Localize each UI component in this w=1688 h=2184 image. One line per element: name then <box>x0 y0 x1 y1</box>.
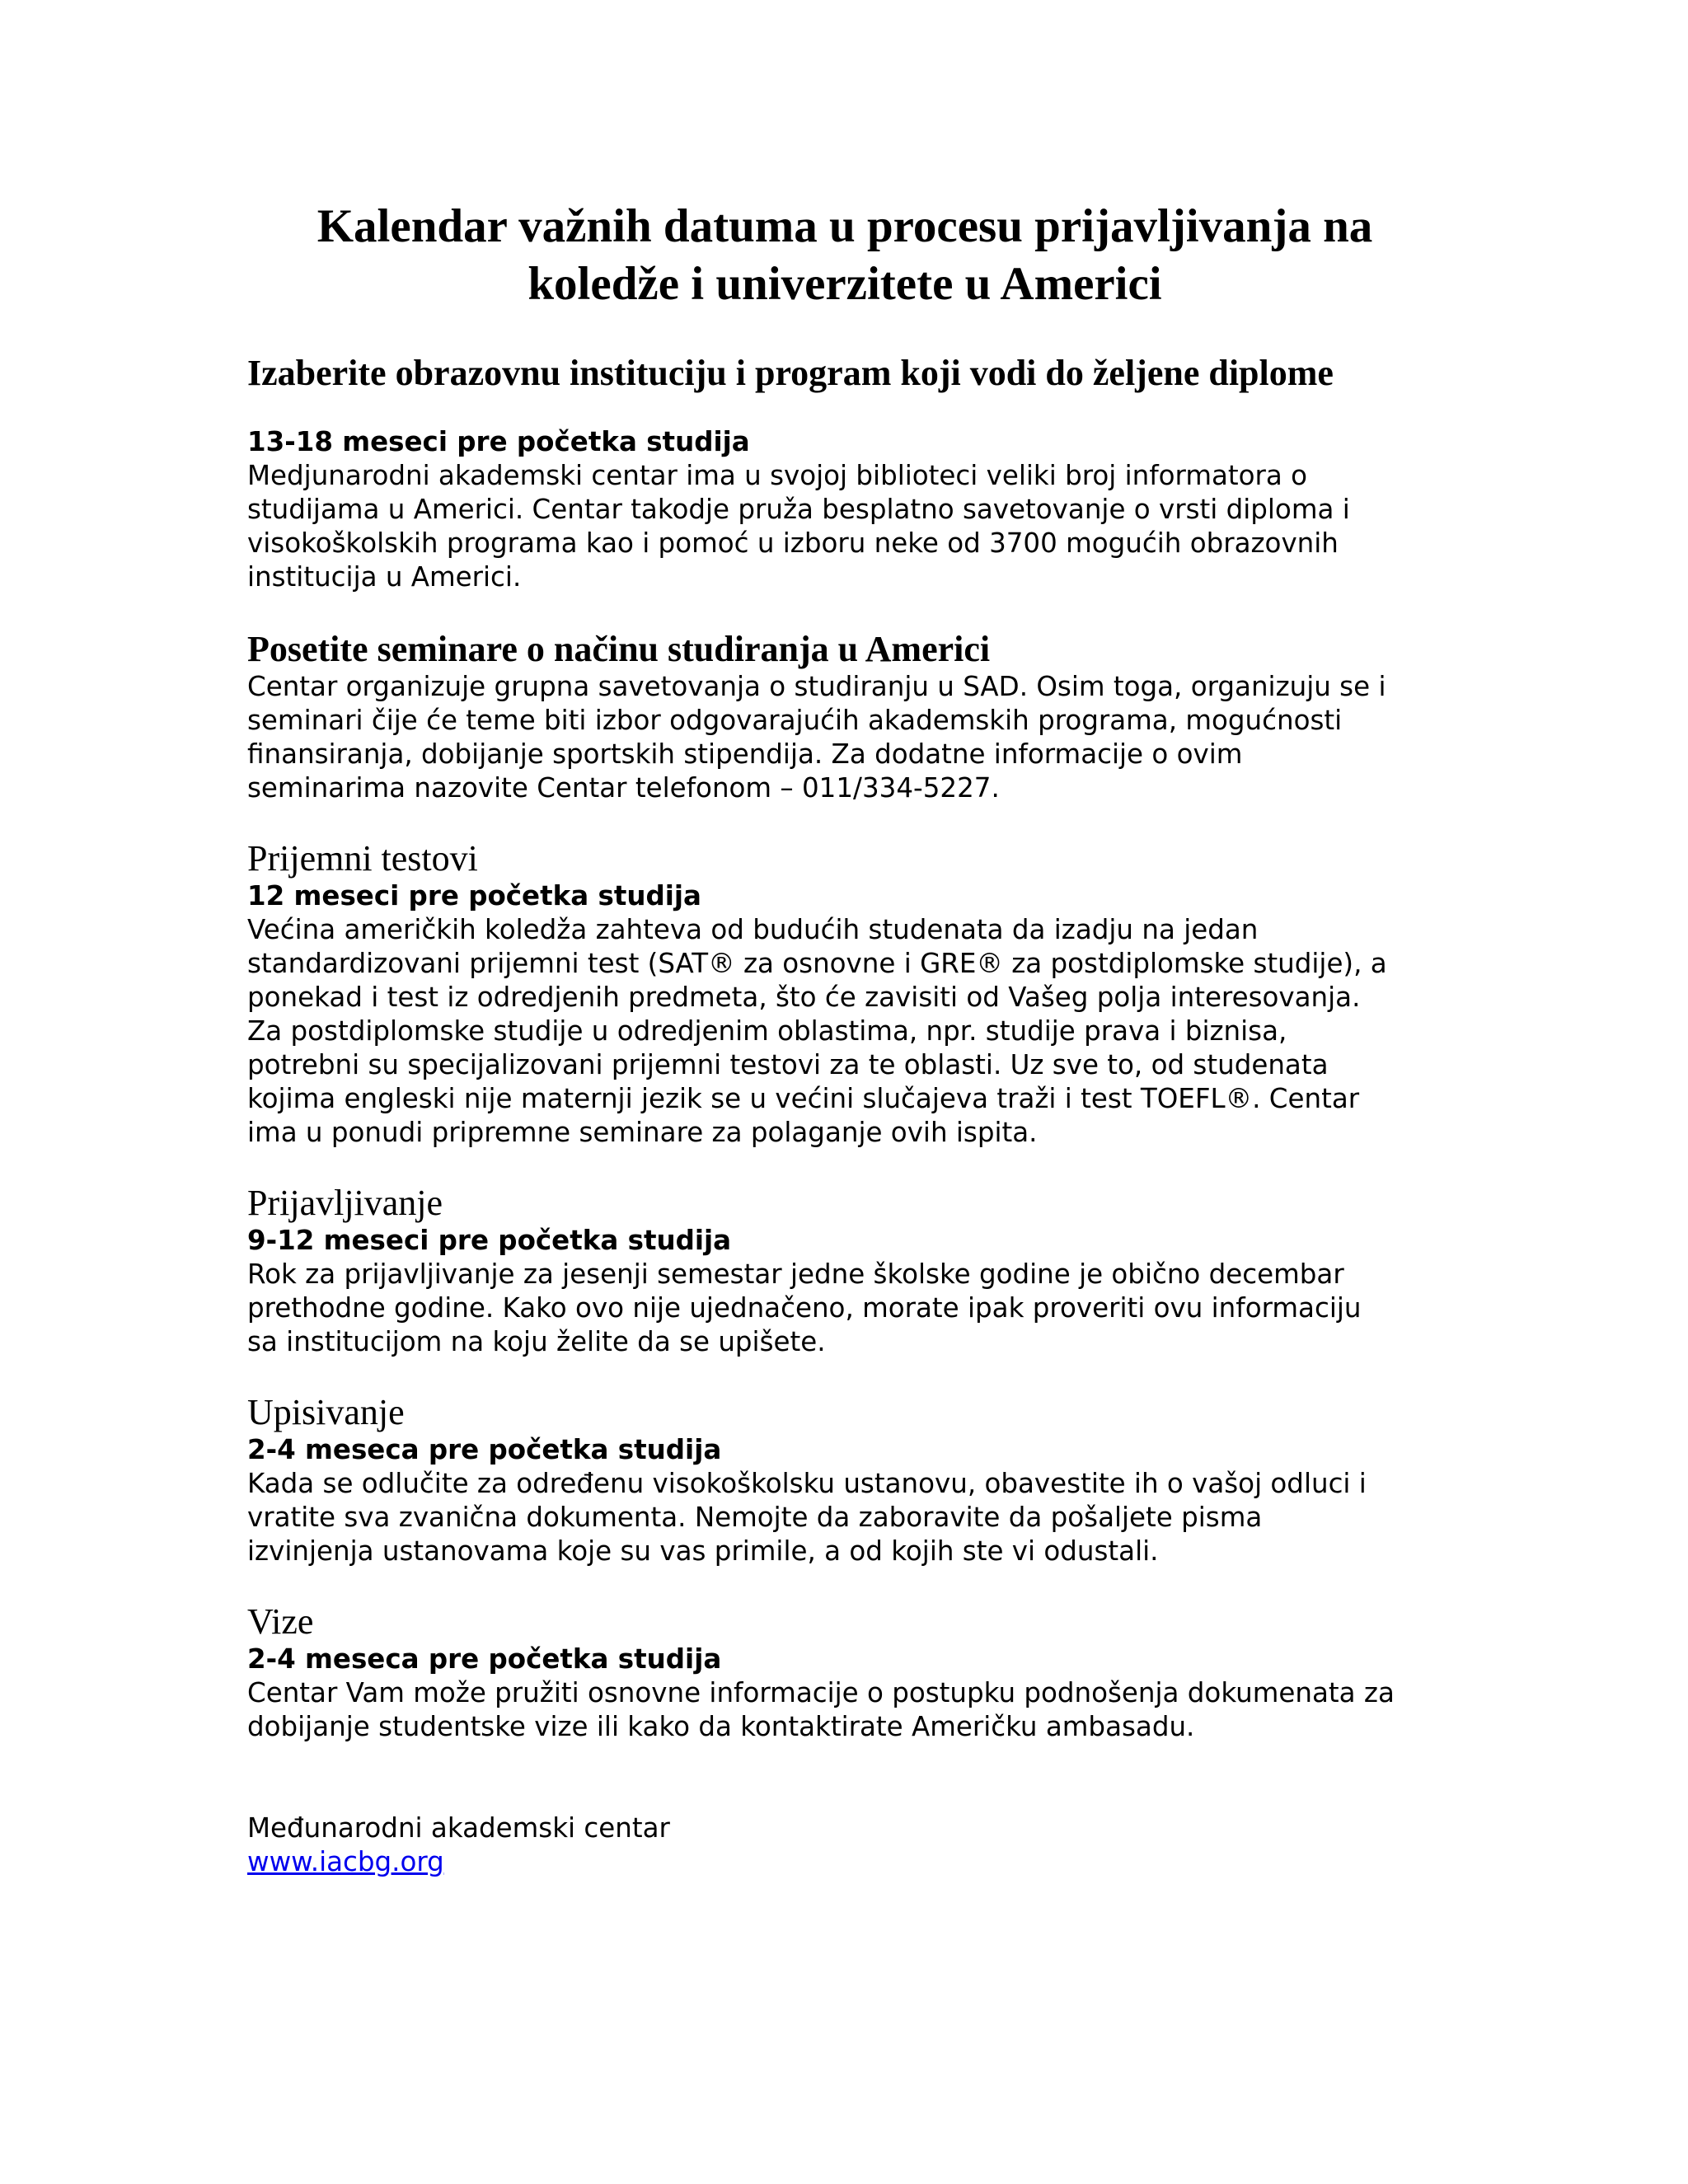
title-line-1: Kalendar važnih datuma u procesu prijavljivanja na <box>316 200 1373 252</box>
body-line: Centar Vam može pružiti osnovne informacije o postupku podnošenja dokumenata za <box>247 1677 1395 1708</box>
body-line: dobijanje studentske vize ili kako da kontaktirate Američku ambasadu. <box>247 1711 1195 1742</box>
section-heading: Prijavljivanje <box>247 1183 443 1223</box>
section-timeframe: 2-4 meseca pre početka studija <box>247 1434 722 1465</box>
section-body <box>247 1676 1442 1744</box>
section-timeframe: 2-4 meseca pre početka studija <box>247 1643 722 1675</box>
body-line: Za postdiplomske studije u odredjenim oblastima, npr. studije prava i biznisa, <box>247 1015 1287 1047</box>
section-heading: Izaberite obrazovnu instituciju i program koji vodi do željene diplome <box>247 353 1334 393</box>
footer-organization: Međunarodni akademski centar <box>247 1812 670 1844</box>
body-line: Centar organizuje grupna savetovanja o studiranju u SAD. Osim toga, organizuju se i <box>247 671 1386 702</box>
body-line: prethodne godine. Kako ovo nije ujednačeno, morate ipak proveriti ovu informaciju <box>247 1292 1362 1324</box>
body-line: vratite sva zvanična dokumenta. Nemojte da zaboravite da pošaljete pisma <box>247 1502 1263 1533</box>
section-seminars <box>247 629 1442 805</box>
body-line: ponekad i test iz odredjenih predmeta, što će zavisiti od Vašeg polja interesovanja. <box>247 982 1361 1013</box>
body-line: Većina američkih koledža zahteva od budućih studenata da izadju na jedan <box>247 914 1259 945</box>
section-heading: Vize <box>247 1601 314 1642</box>
body-line: Medjunarodni akademski centar ima u svojoj biblioteci veliki broj informatora o <box>247 460 1308 491</box>
section-body <box>247 1258 1442 1359</box>
section-timeframe: 12 meseci pre početka studija <box>247 880 701 912</box>
section-visas <box>247 1601 1442 1744</box>
section-choose-institution <box>247 353 1442 594</box>
section-enrollment <box>247 1392 1442 1568</box>
body-line: kojima engleski nije maternji jezik se u većini slučajeva traži i test TOEFL®. Centar <box>247 1083 1360 1114</box>
document-page <box>247 198 1442 1879</box>
body-line: seminarima nazovite Centar telefonom – 011/334-5227. <box>247 772 1000 804</box>
section-timeframe: 9-12 meseci pre početka studija <box>247 1225 732 1256</box>
section-timeframe: 13-18 meseci pre početka studija <box>247 426 750 457</box>
document-title <box>247 198 1442 313</box>
body-line: standardizovani prijemni test (SAT® za osnovne i GRE® za postdiplomske studije), a <box>247 948 1387 979</box>
website-link[interactable]: www.iacbg.org <box>247 1846 444 1877</box>
body-line: ima u ponudi pripremne seminare za polaganje ovih ispita. <box>247 1117 1038 1148</box>
section-admission-tests <box>247 838 1442 1150</box>
body-line: Rok za prijavljivanje za jesenji semestar jedne školske godine je obično decembar <box>247 1258 1344 1290</box>
section-heading: Prijemni testovi <box>247 838 478 879</box>
section-application <box>247 1183 1442 1359</box>
body-line: izvinjenja ustanovama koje su vas primile, a od kojih ste vi odustali. <box>247 1535 1159 1567</box>
title-line-2: koledže i univerzitete u Americi <box>528 258 1162 310</box>
body-line: potrebni su specijalizovani prijemni testovi za te oblasti. Uz sve to, od studenata <box>247 1049 1329 1080</box>
body-line: visokoškolskih programa kao i pomoć u izboru neke od 3700 mogućih obrazovnih <box>247 527 1339 559</box>
body-line: seminari čije će teme biti izbor odgovarajućih akademskih programa, mogućnosti <box>247 705 1343 736</box>
section-body <box>247 459 1442 594</box>
section-body <box>247 1467 1442 1568</box>
body-line: studijama u Americi. Centar takodje pruža besplatno savetovanje o vrsti diploma i <box>247 494 1350 525</box>
body-line: finansiranja, dobijanje sportskih stipendija. Za dodatne informacije o ovim <box>247 738 1243 770</box>
body-line: Kada se odlučite za određenu visokoškolsku ustanovu, obavestite ih o vašoj odluci i <box>247 1468 1367 1499</box>
section-body <box>247 913 1442 1150</box>
section-body <box>247 670 1442 805</box>
document-footer <box>247 1811 1442 1879</box>
body-line: sa institucijom na koju želite da se upišete. <box>247 1326 826 1357</box>
section-heading: Posetite seminare o načinu studiranja u Americi <box>247 629 991 669</box>
section-heading: Upisivanje <box>247 1392 405 1432</box>
body-line: institucija u Americi. <box>247 561 522 593</box>
